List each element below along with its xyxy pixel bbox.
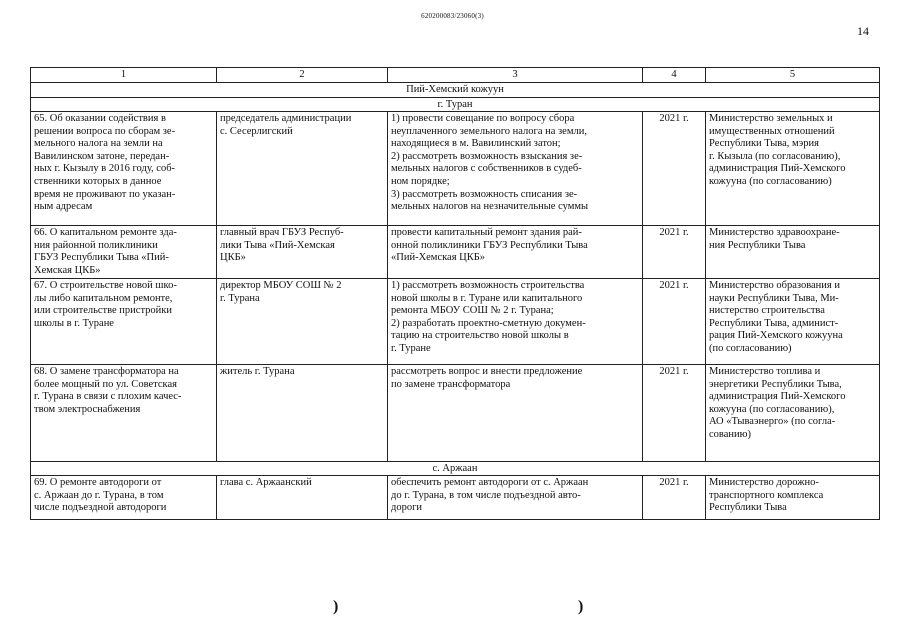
cell-line: находящиеся в м. Вавилинский затон;	[391, 138, 561, 150]
cell-line: науки Республики Тыва, Ми-	[709, 292, 839, 304]
cell-line: 1) рассмотреть возможность строительства	[391, 280, 585, 291]
cell-line: Хемская ЦКБ»	[34, 264, 101, 276]
cell-line: глава с. Аржаанский	[220, 477, 312, 488]
cell-line: с. Аржаан до г. Турана, в том	[34, 489, 164, 501]
cell-line: председатель администрации	[220, 113, 352, 124]
cell-line: решении вопроса по сборам зе-	[34, 125, 176, 137]
cell-line: Министерство здравоохране-	[709, 227, 840, 238]
cell-line: 68. О замене трансформатора на	[34, 366, 179, 377]
table-cell-col4: 2021 г.	[643, 226, 706, 279]
cell-line: АО «Тываэнерго» (по согла-	[709, 416, 836, 428]
column-header-5: 5	[706, 68, 880, 83]
cell-line: кожууна (по согласованию)	[709, 175, 832, 187]
margin-mark: )	[578, 598, 584, 615]
cell-line: лики Тыва «Пий-Хемская	[220, 239, 335, 251]
table-cell-col5	[706, 112, 880, 226]
table-cell-col4: 2021 г.	[643, 279, 706, 365]
cell-line: 67. О строительстве новой шко-	[34, 280, 177, 291]
cell-line: Вавилинском затоне, передан-	[34, 150, 170, 162]
cell-line: новой школы в г. Туране или капитального	[391, 292, 583, 304]
table-cell-col1	[31, 476, 217, 520]
cell-line: 69. О ремонте автодороги от	[34, 477, 162, 488]
cell-line: нистерство строительства	[709, 305, 825, 317]
cell-line: Министерство дорожно-	[709, 477, 819, 488]
cell-line: администрация Пий-Хемского	[709, 163, 846, 175]
cell-line: онной поликлиники ГБУЗ Республики Тыва	[391, 239, 588, 251]
cell-line: транспортного комплекса	[709, 489, 824, 501]
table-cell-col2	[217, 365, 388, 462]
cell-line: ных г. Кызылу в 2016 году, соб-	[34, 163, 176, 175]
cell-line: г. Турана в связи с плохим качес-	[34, 391, 182, 403]
cell-line: сованию)	[709, 428, 751, 440]
section-title: Пий-Хемский кожуун	[31, 83, 880, 98]
cell-line: г. Турана	[220, 292, 260, 304]
cell-line: Республики Тыва	[709, 502, 787, 514]
cell-line: имущественных отношений	[709, 125, 835, 137]
table-cell-col3	[388, 365, 643, 462]
cell-line: главный врач ГБУЗ Респуб-	[220, 227, 344, 238]
column-header-1: 1	[31, 68, 217, 83]
table-cell-col5	[706, 365, 880, 462]
cell-line: время не проживают по указан-	[34, 188, 176, 200]
cell-line: г. Кызыла (по согласованию),	[709, 150, 841, 162]
table-cell-col3	[388, 112, 643, 226]
cell-line: по замене трансформатора	[391, 378, 511, 390]
cell-line: 65. Об оказании содействия в	[34, 113, 166, 124]
table-cell-col3	[388, 476, 643, 520]
cell-line: 2) разработать проектно-сметную докумен-	[391, 317, 586, 329]
cell-line: администрация Пий-Хемского	[709, 391, 846, 403]
cell-line: обеспечить ремонт автодороги от с. Аржаан	[391, 477, 589, 488]
table-cell-col2	[217, 476, 388, 520]
cell-line: энергетики Республики Тыва,	[709, 378, 842, 390]
cell-line: провести капитальный ремонт здания рай-	[391, 227, 582, 238]
cell-line: числе подъездной автодороги	[34, 502, 167, 514]
table-cell-col3	[388, 226, 643, 279]
cell-line: школы в г. Туране	[34, 317, 114, 329]
cell-line: ремонта МБОУ СОШ № 2 г. Турана;	[391, 305, 554, 317]
cell-line: неуплаченного земельного налога на земли,	[391, 125, 587, 137]
cell-line: мельных налогов на незначительные суммы	[391, 201, 589, 213]
table-cell-col1	[31, 365, 217, 462]
table-cell-col2	[217, 226, 388, 279]
cell-line: Министерство топлива и	[709, 366, 821, 377]
section-title: г. Туран	[31, 98, 880, 112]
cell-line: 66. О капитальном ремонте зда-	[34, 227, 177, 238]
cell-line: тацию на строительство новой школы в	[391, 330, 569, 342]
table-cell-col5	[706, 226, 880, 279]
document-code: 620200083/23060(3)	[421, 12, 484, 20]
cell-line: кожууна (по согласованию),	[709, 403, 835, 415]
cell-line: директор МБОУ СОШ № 2	[220, 280, 342, 291]
table-row	[31, 476, 880, 520]
table-cell-col2	[217, 112, 388, 226]
cell-line: с. Сесерлигский	[220, 125, 293, 137]
table-cell-col1	[31, 226, 217, 279]
table-body	[31, 68, 880, 520]
table-header-row	[31, 68, 880, 83]
table-row	[31, 226, 880, 279]
cell-line: ния Республики Тыва	[709, 239, 806, 251]
cell-line: ственники которых в данное	[34, 175, 162, 187]
column-header-3: 3	[388, 68, 643, 83]
cell-line: дороги	[391, 502, 423, 514]
table-row	[31, 365, 880, 462]
cell-line: ным адресам	[34, 201, 93, 213]
cell-line: 1) провести совещание по вопросу сбора	[391, 113, 575, 124]
table-cell-col2	[217, 279, 388, 365]
table-cell-col4: 2021 г.	[643, 365, 706, 462]
table-cell-col4: 2021 г.	[643, 112, 706, 226]
cell-line: г. Туране	[391, 342, 431, 354]
cell-line: Министерство образования и	[709, 280, 840, 291]
table-cell-col1	[31, 112, 217, 226]
table-row	[31, 112, 880, 226]
section-row	[31, 83, 880, 98]
cell-line: до г. Турана, в том числе подъездной авто-	[391, 489, 581, 501]
margin-mark: )	[333, 598, 339, 615]
cell-line: мельного налога на земли на	[34, 138, 163, 150]
table-cell-col1	[31, 279, 217, 365]
cell-line: более мощный по ул. Советская	[34, 378, 177, 390]
cell-line: или строительстве пристройки	[34, 305, 173, 317]
cell-line: Министерство земельных и	[709, 113, 833, 124]
table-cell-col5	[706, 476, 880, 520]
cell-line: мельных налогов с собственников в судеб-	[391, 163, 582, 175]
section-row	[31, 98, 880, 112]
table-cell-col3	[388, 279, 643, 365]
cell-line: Республики Тыва, админист-	[709, 317, 839, 329]
cell-line: ГБУЗ Республики Тыва «Пий-	[34, 252, 169, 264]
column-header-4: 4	[643, 68, 706, 83]
cell-line: ном порядке;	[391, 175, 450, 187]
column-header-2: 2	[217, 68, 388, 83]
measures-table	[30, 67, 880, 520]
section-row	[31, 462, 880, 476]
page-number: 14	[857, 24, 869, 38]
cell-line: (по согласованию)	[709, 342, 792, 354]
cell-line: 2) рассмотреть возможность взыскания зе-	[391, 150, 583, 162]
table-row	[31, 279, 880, 365]
cell-line: житель г. Турана	[220, 366, 295, 377]
table-cell-col4: 2021 г.	[643, 476, 706, 520]
cell-line: 3) рассмотреть возможность списания зе-	[391, 188, 578, 200]
cell-line: Республики Тыва, мэрия	[709, 138, 819, 150]
cell-line: рация Пий-Хемского кожууна	[709, 330, 843, 342]
cell-line: лы либо капитальном ремонте,	[34, 292, 173, 304]
table-cell-col5	[706, 279, 880, 365]
section-title: с. Аржаан	[31, 462, 880, 476]
cell-line: рассмотреть вопрос и внести предложение	[391, 366, 583, 377]
cell-line: ЦКБ»	[220, 252, 246, 264]
cell-line: ния районной поликлиники	[34, 239, 158, 251]
cell-line: «Пий-Хемская ЦКБ»	[391, 252, 486, 264]
cell-line: твом электроснабжения	[34, 403, 141, 415]
